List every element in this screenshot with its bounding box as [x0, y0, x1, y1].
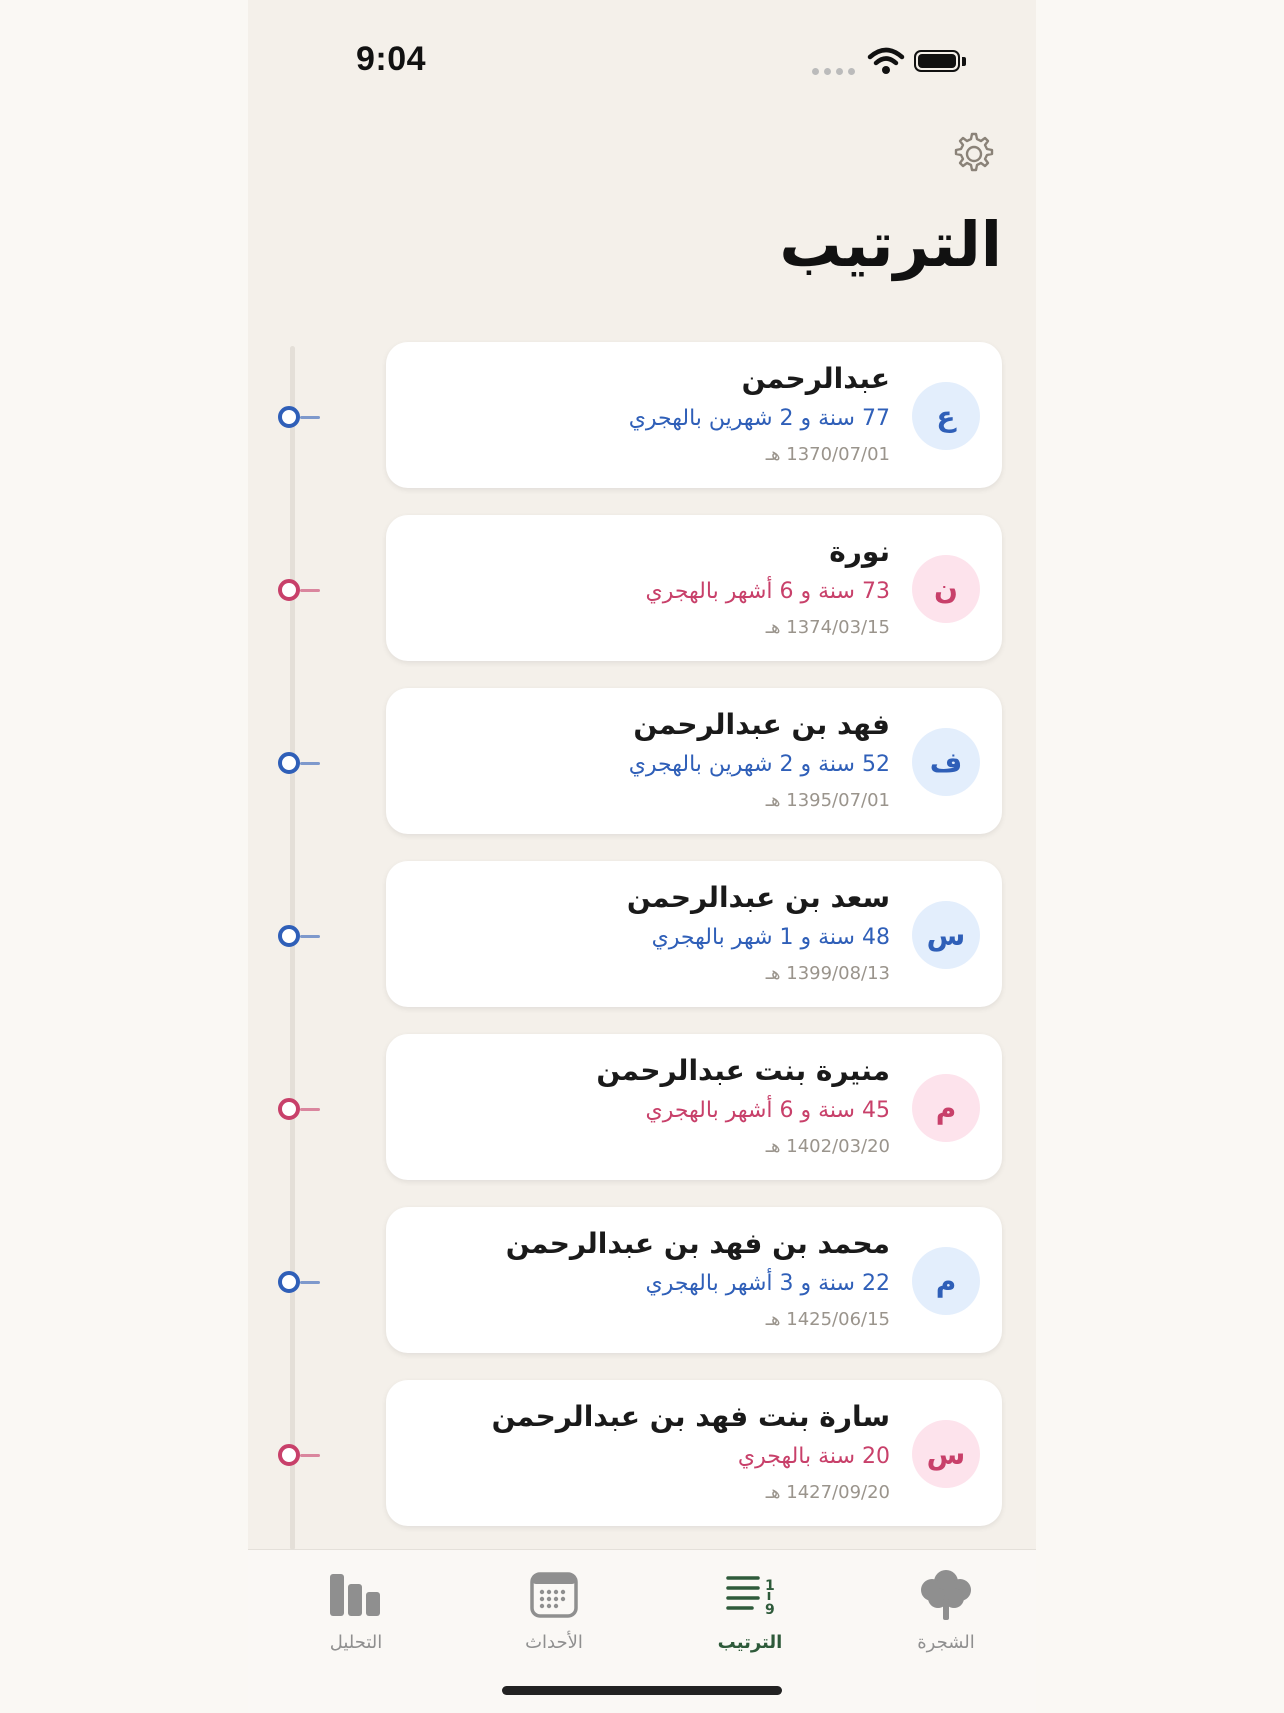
tab-label: التحليل	[329, 1632, 383, 1653]
app-screen	[248, 0, 1036, 1713]
person-card[interactable]	[386, 515, 1002, 661]
avatar: م	[912, 1247, 980, 1315]
person-birth-date: 1399/08/13 هـ	[765, 963, 890, 984]
battery-tip	[962, 57, 966, 66]
list-order-icon	[718, 1568, 782, 1624]
person-card[interactable]	[386, 1380, 1002, 1526]
timeline-dot	[278, 579, 300, 601]
tab-tree[interactable]	[876, 1568, 1016, 1653]
timeline-node	[278, 406, 330, 430]
person-card[interactable]	[386, 342, 1002, 488]
timeline-dot	[278, 752, 300, 774]
person-age: 48 سنة و 1 شهر بالهجري	[651, 925, 890, 950]
tab-label: الترتيب	[717, 1632, 783, 1653]
timeline-dot	[278, 1271, 300, 1293]
timeline-connector	[300, 1281, 320, 1284]
avatar: م	[912, 1074, 980, 1142]
avatar: ع	[912, 382, 980, 450]
timeline-connector	[300, 762, 320, 765]
person-age: 22 سنة و 3 أشهر بالهجري	[645, 1271, 890, 1296]
person-name: فهد بن عبدالرحمن	[633, 708, 890, 741]
timeline-node	[278, 925, 330, 949]
person-birth-date: 1395/07/01 هـ	[765, 790, 890, 811]
person-age: 73 سنة و 6 أشهر بالهجري	[645, 579, 890, 604]
home-indicator	[502, 1686, 782, 1695]
timeline-connector	[300, 1108, 320, 1111]
wifi-icon	[866, 46, 906, 76]
avatar: ن	[912, 555, 980, 623]
timeline-connector	[300, 935, 320, 938]
timeline-connector	[300, 416, 320, 419]
person-card[interactable]	[386, 688, 1002, 834]
timeline-connector	[300, 1454, 320, 1457]
settings-gear-icon[interactable]	[950, 130, 998, 178]
person-name: نورة	[829, 535, 890, 568]
tab-label: الشجرة	[917, 1632, 975, 1653]
person-card[interactable]	[386, 1034, 1002, 1180]
avatar: ف	[912, 728, 980, 796]
person-birth-date: 1402/03/20 هـ	[765, 1136, 890, 1157]
person-age: 52 سنة و 2 شهرين بالهجري	[628, 752, 890, 777]
person-birth-date: 1374/03/15 هـ	[765, 617, 890, 638]
person-birth-date: 1427/09/20 هـ	[765, 1482, 890, 1503]
avatar: س	[912, 1420, 980, 1488]
person-birth-date: 1370/07/01 هـ	[765, 444, 890, 465]
person-name: محمد بن فهد بن عبدالرحمن	[505, 1227, 890, 1260]
person-name: سعد بن عبدالرحمن	[626, 881, 890, 914]
timeline-node	[278, 752, 330, 776]
svg-text:9: 9	[765, 1602, 775, 1618]
person-name: عبدالرحمن	[741, 362, 890, 395]
battery-icon	[914, 50, 960, 72]
person-age: 45 سنة و 6 أشهر بالهجري	[645, 1098, 890, 1123]
timeline-dot	[278, 1444, 300, 1466]
timeline-node	[278, 579, 330, 603]
timeline-node	[278, 1098, 330, 1122]
tab-analysis[interactable]	[286, 1568, 426, 1653]
svg-text:1: 1	[765, 1578, 775, 1594]
person-name: سارة بنت فهد بن عبدالرحمن	[491, 1400, 890, 1433]
person-age: 77 سنة و 2 شهرين بالهجري	[628, 406, 890, 431]
tab-events[interactable]	[484, 1568, 624, 1653]
avatar: س	[912, 901, 980, 969]
cellular-signal-icon	[812, 68, 855, 75]
timeline-connector	[300, 589, 320, 592]
person-card[interactable]	[386, 861, 1002, 1007]
timeline-node	[278, 1444, 330, 1468]
page-title: الترتيب	[779, 208, 1002, 281]
person-birth-date: 1425/06/15 هـ	[765, 1309, 890, 1330]
timeline-dot	[278, 925, 300, 947]
timeline-node	[278, 1271, 330, 1295]
person-name: منيرة بنت عبدالرحمن	[596, 1054, 890, 1087]
person-card[interactable]	[386, 1207, 1002, 1353]
status-time: 9:04	[356, 40, 427, 78]
bar-chart-icon	[324, 1568, 388, 1624]
calendar-icon	[522, 1568, 586, 1624]
tab-label: الأحداث	[525, 1632, 583, 1653]
timeline-dot	[278, 406, 300, 428]
person-age: 20 سنة بالهجري	[737, 1444, 890, 1469]
tree-icon	[914, 1568, 978, 1624]
timeline-dot	[278, 1098, 300, 1120]
tab-ranking[interactable]	[680, 1568, 820, 1653]
